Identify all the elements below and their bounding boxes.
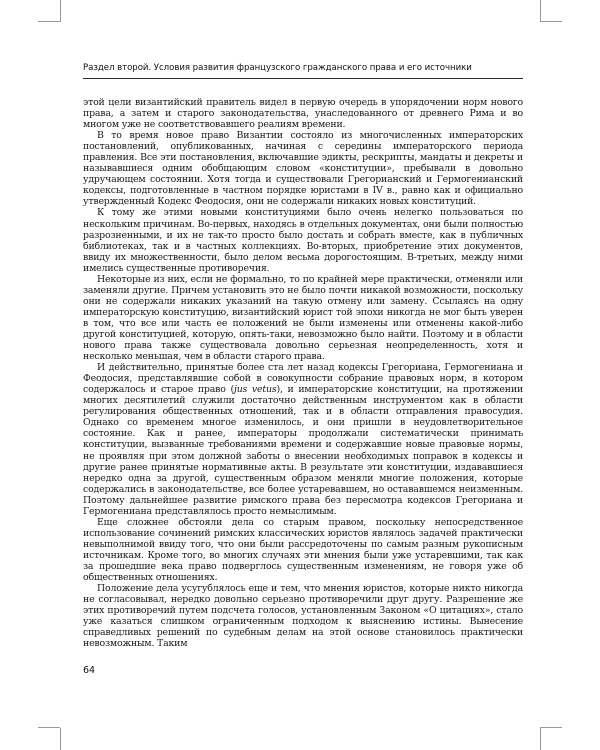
paragraph: этой цели византийский правитель видел в первую очередь в упорядочении норм нового права, а затем и старого законодательства, унаследованного от древнего Рима и во многом уже не соответствовавшего реалиям времени. [83,97,523,131]
body-text [83,97,523,649]
crop-mark [540,728,541,750]
paragraph: В то время новое право Византии состояло из многочисленных императорских постановлений, опубликованных, начиная с середины императорского периода правления. Все эти постановления, включавшие эдикты, рескрипты, мандаты и декреты и называвшиеся одним обобщающим словом «конституции», пребывали в довольно удручающем состоянии. Хотя тогда и существовали Грегорианский и Гермогенианский кодексы, подготовленные в частном порядке юристами в IV в., равно как и официально утвержденный Кодекс Феодосия, они не содержали никаких новых конституций. [83,130,523,208]
paragraph: К тому же этими новыми конституциями было очень нелегко пользоваться по нескольким причинам. Во-первых, находясь в отдельных документах, они были полностью разрозненными, и их не так-то просто было достать и собрать вместе, как в публичных библиотеках, так и в частных коллекциях. Во-вторых, приобретение этих документов, ввиду их множественности, было делом весьма дорогостоящим. В-третьих, между ними имелись существенные противоречия. [83,207,523,274]
running-header: Раздел второй. Условия развития французского гражданского права и его источники [83,63,472,73]
paragraph: Положение дела усугублялось еще и тем, что мнения юристов, которые никто никогда не согласовывал, нередко довольно серьезно противоречили друг другу. Разрешение же этих противоречий путем подсчета голосов, установленным Законом «О цитациях», стало уже казаться слишком ограниченным подходом к выяснению истины. Вынесение справедливых решений по судебным делам на этой основе становилось практически невозможным. Таким [83,583,523,650]
paragraph-text: ), и императорские конституции, на протяжении многих десятилетий служили достаточно действенным инструментом как в области регулирования общественных отношений, так и в области отправления правосудия. Однако со временем многое изменилось, и они пришли в неудовлетворительное состояние. Как и ранее, императоры продолжали систематически принимать конституции, вызванные требованиями времени и содержавшие новые правовые нормы, не проявляя при этом должной заботы о внесении необходимых поправок в кодексы и другие ранее принятые нормативные акты. В результате эти конституции, издававшиеся нередко одна за другой, существенным образом меняли многие положения, которые содержались в законодательстве, все более устаревавшем, но остававшемся неизменным. Поэтому дальнейшее развитие римского права без пересмотра кодексов Грегориана и Гермогениана представлялось просто немыслимым. [83,384,524,517]
paragraph: Некоторые из них, если не формально, то по крайней мере практически, отменяли или заменяли другие. Причем установить это не было почти никакой возможности, поскольку они не содержали никаких указаний на такую отмену или замену. Ссылаясь на одну императорскую конституцию, византийский юрист той эпохи никогда не мог быть уверен в том, что все или часть ее положений не были изменены или отменены какой-либо другой конституцией, которую, опять-таки, невозможно было найти. Поэтому и в области нового права также существовала довольно серьезная неопределенность, хотя и несколько меньшая, чем в области старого права. [83,273,523,363]
crop-mark [38,727,60,728]
crop-mark [60,728,61,750]
crop-mark [540,21,562,22]
page-number: 64 [83,665,96,676]
latin-term: jus vetus [233,384,277,396]
paragraph-text: И действительно, принятые более ста лет назад кодексы Грегориана, Гермогениана и Феодосия, представлявшие собой в совокупности собрание правовых норм, в котором содержалось и старое право ( [83,362,523,396]
paragraph [83,362,523,517]
crop-mark [540,0,541,22]
crop-mark [540,727,562,728]
crop-mark [60,0,61,22]
header-rule [83,78,523,79]
crop-mark [38,21,60,22]
paragraph: Еще сложнее обстояли дела со старым правом, поскольку непосредственное использование сочинений римских классических юристов являлось задачей практически невыполнимой ввиду того, что они были рассредоточены по самым разным рукописным источникам. Кроме того, во многих случаях эти мнения были уже устаревшими, так как за прошедшие века право подверглось существенным изменениям, не говоря уже об общественных отношениях. [83,516,523,584]
